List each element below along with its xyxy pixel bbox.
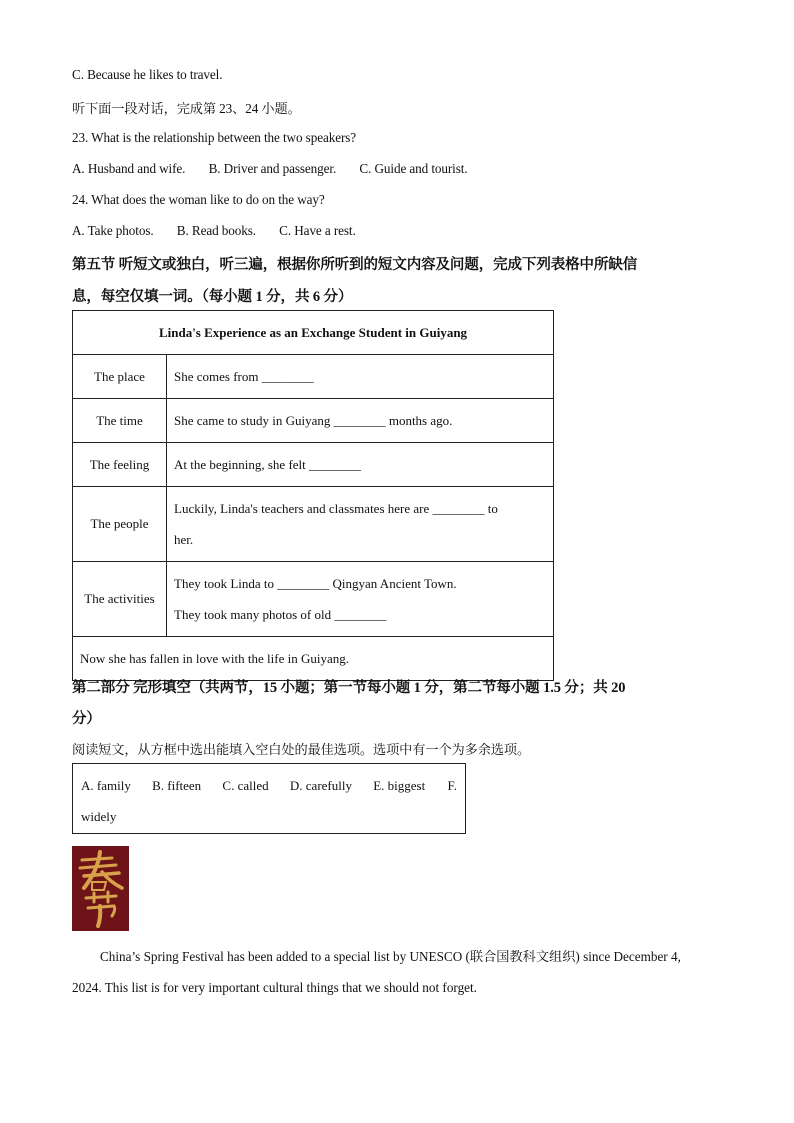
row-label: The time	[73, 399, 167, 443]
row-value: She came to study in Guiyang ________ months ago.	[167, 399, 554, 443]
row-label: The feeling	[73, 443, 167, 487]
q24-option-a: A. Take photos.	[72, 223, 154, 238]
word-option: F.	[447, 778, 457, 793]
passage-line1: China’s Spring Festival has been added to a special list by UNESCO (联合国教科文组织) since December 4,	[100, 949, 681, 964]
word-option: E. biggest	[373, 778, 426, 793]
q24-option-c: C. Have a rest.	[279, 223, 356, 238]
q23-option-a: A. Husband and wife.	[72, 161, 186, 176]
row-label: The people	[73, 487, 167, 562]
row-value	[167, 487, 554, 562]
word-option-wrap: widely	[81, 809, 117, 824]
word-bank-box	[72, 763, 466, 834]
table-row	[73, 399, 554, 443]
q22-option-c: C. Because he likes to travel.	[72, 67, 223, 82]
question-24: 24. What does the woman like to do on the way?	[72, 192, 325, 207]
part2-heading-line2: 分）	[72, 711, 101, 727]
question-23: 23. What is the relationship between the two speakers?	[72, 130, 357, 145]
table-title: Linda's Experience as an Exchange Student in Guiyang	[73, 311, 554, 355]
row-label: The place	[73, 355, 167, 399]
row-value-line: They took many photos of old ________	[174, 607, 387, 622]
row-value-line: They took Linda to ________ Qingyan Ancient Town.	[174, 576, 457, 591]
table-row	[73, 443, 554, 487]
spring-festival-calligraphy-icon	[72, 846, 129, 931]
row-label: The activities	[73, 562, 167, 637]
passage-line2: 2024. This list is for very important cultural things that we should not forget.	[72, 980, 477, 995]
section5-heading-line2: 息，每空仅填一词。（每小题 1 分，共 6 分）	[72, 289, 353, 305]
q23-option-c: C. Guide and tourist.	[359, 161, 468, 176]
word-option: D. carefully	[289, 778, 352, 793]
spring-festival-logo	[72, 846, 129, 931]
section5-heading-line1: 第五节 听短文或独白，听三遍，根据你所听到的短文内容及问题，完成下列表格中所缺信	[72, 257, 638, 273]
row-value-line: her.	[174, 532, 194, 547]
part2-heading-line1: 第二部分 完形填空（共两节，15 小题；第一节每小题 1 分，第二节每小题 1.5 分；共 20	[72, 680, 626, 696]
table-row	[73, 487, 554, 562]
question-23-options	[72, 161, 468, 177]
instruction-23-24: 听下面一段对话，完成第 23、24 小题。	[72, 101, 301, 116]
table-row	[73, 562, 554, 637]
row-value-line: Luckily, Linda's teachers and classmates here are ________ to	[174, 501, 498, 516]
part2-instruction: 阅读短文，从方框中选出能填入空白处的最佳选项。选项中有一个为多余选项。	[72, 742, 531, 757]
q23-option-b: B. Driver and passenger.	[208, 161, 337, 176]
question-24-options	[72, 223, 356, 239]
table-row	[73, 355, 554, 399]
row-value: At the beginning, she felt ________	[167, 443, 554, 487]
word-option: A. family	[81, 778, 131, 793]
row-value	[167, 562, 554, 637]
info-table	[72, 310, 554, 681]
table-footer: Now she has fallen in love with the life in Guiyang.	[73, 637, 554, 681]
row-value: She comes from ________	[167, 355, 554, 399]
word-option: B. fifteen	[152, 778, 202, 793]
word-option: C. called	[222, 778, 269, 793]
q24-option-b: B. Read books.	[176, 223, 256, 238]
